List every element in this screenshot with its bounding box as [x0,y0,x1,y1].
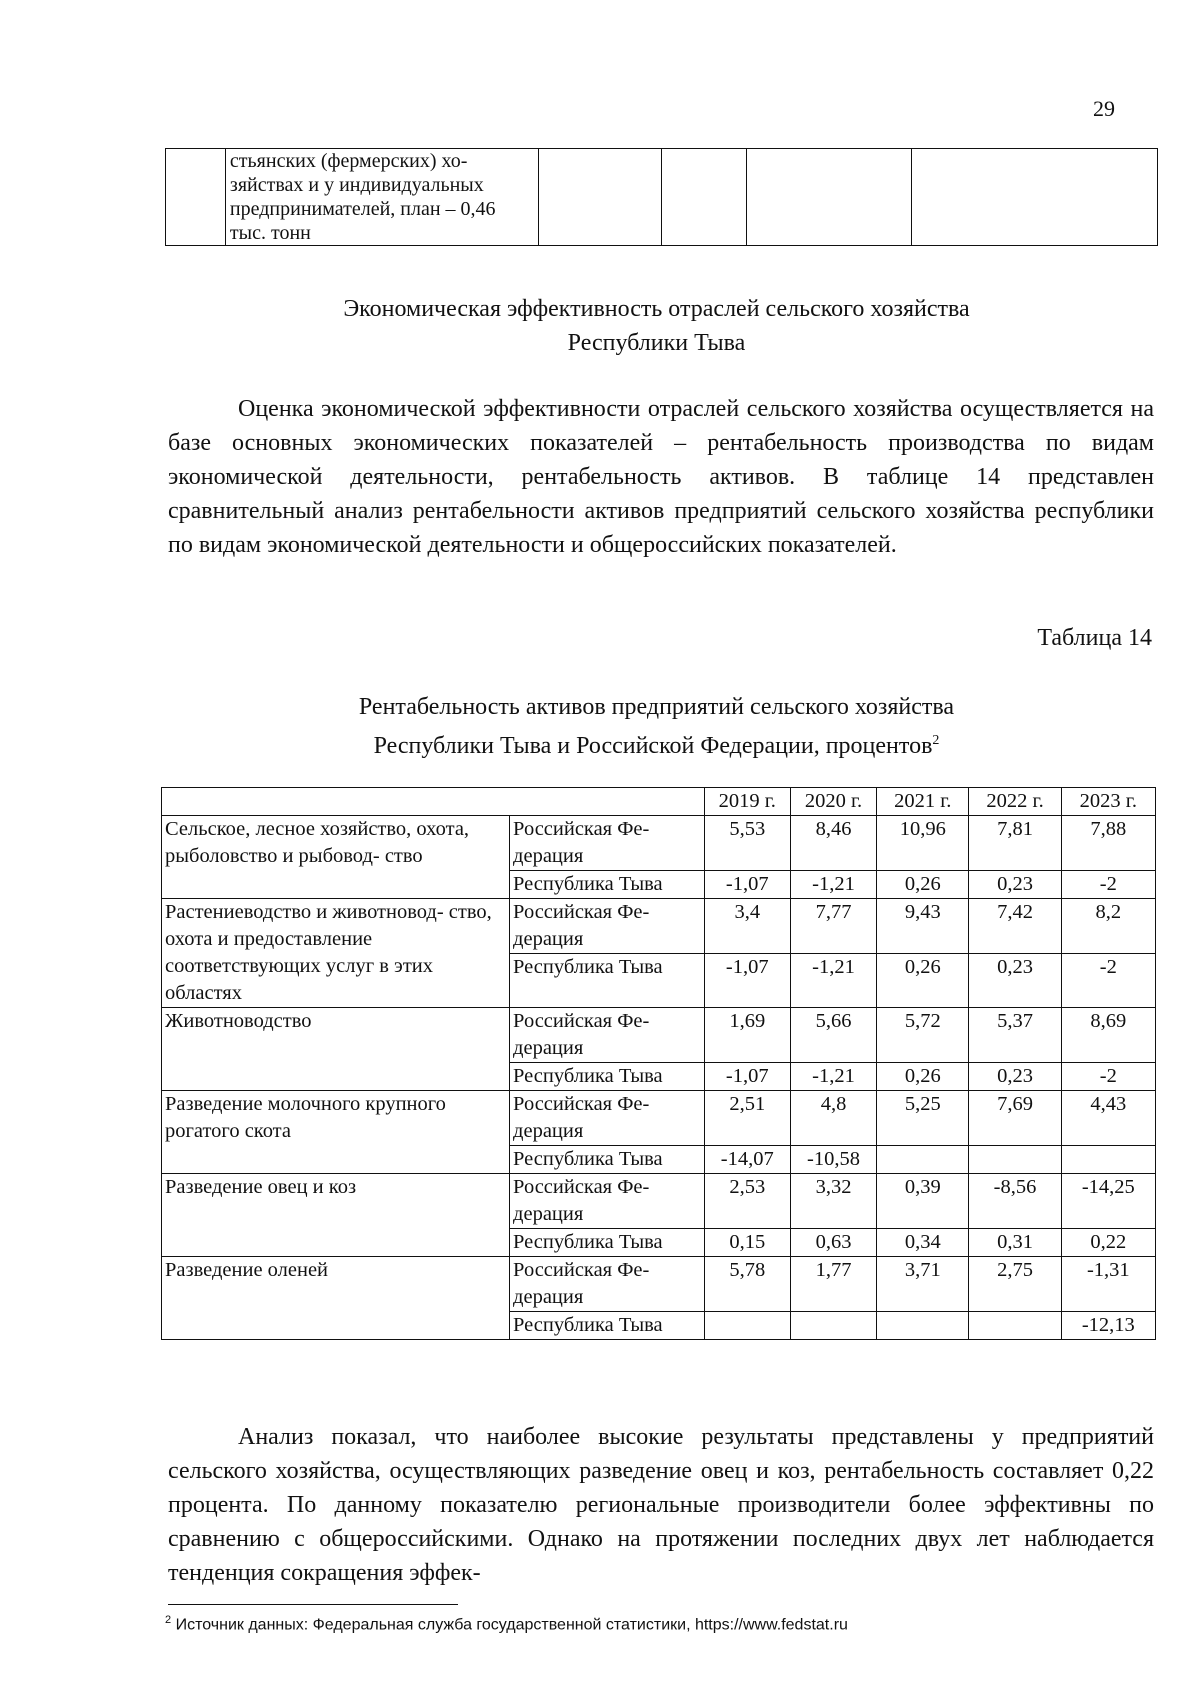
value-cell: 9,43 [877,899,969,954]
value-cell: 7,42 [969,899,1061,954]
value-cell: 8,69 [1061,1008,1155,1063]
value-cell: -2 [1061,871,1155,899]
region-label-rf: Российская Фе- дерация [510,1174,705,1229]
region-label-rt: Республика Тыва [510,1229,705,1257]
value-cell: 2,51 [704,1091,790,1146]
heading-line: Экономическая эффективность отраслей сельского хозяйства [343,296,970,322]
header-row [162,788,1156,816]
table-cell [661,149,747,246]
value-cell: -2 [1061,1063,1155,1091]
value-cell: 3,4 [704,899,790,954]
value-cell: -14,07 [704,1146,790,1174]
value-cell: 3,32 [790,1174,876,1229]
table-title-line [160,724,1153,763]
table-row [162,1008,1156,1063]
value-cell [790,1312,876,1340]
table-row [166,149,1158,246]
cell-line: тыс. тонн [229,222,311,244]
page-number: 29 [1093,96,1115,121]
value-cell: 0,31 [969,1229,1061,1257]
value-cell: -1,07 [704,1063,790,1091]
year-header: 2022 г. [969,788,1061,816]
value-cell: 0,22 [1061,1229,1155,1257]
activity-name: Животноводство [162,1008,510,1091]
cell-line: предпринимателей, план – 0,46 [229,198,496,220]
table-cell [225,149,538,246]
year-header: 2023 г. [1061,788,1155,816]
cell-line: зяйствах и у индивидуальных [229,174,484,196]
year-header: 2019 г. [704,788,790,816]
value-cell: 2,53 [704,1174,790,1229]
value-cell [877,1312,969,1340]
table-row [162,1091,1156,1146]
value-cell: 4,43 [1061,1091,1155,1146]
value-cell: -12,13 [1061,1312,1155,1340]
value-cell: 0,15 [704,1229,790,1257]
value-cell: 1,69 [704,1008,790,1063]
region-label-rf: Российская Фе- дерация [510,1091,705,1146]
value-cell: 5,66 [790,1008,876,1063]
value-cell: 5,53 [704,816,790,871]
value-cell: 0,63 [790,1229,876,1257]
value-cell: 0,26 [877,871,969,899]
region-label-rt: Республика Тыва [510,871,705,899]
continued-table [165,148,1158,246]
value-cell: 10,96 [877,816,969,871]
footnote-mark: 2 [165,1614,172,1626]
footnote-mark: 2 [932,733,940,748]
table-title-text: Республики Тыва и Российской Федерации, процентов [373,733,933,759]
activity-name: Разведение оленей [162,1257,510,1340]
value-cell: 7,69 [969,1091,1061,1146]
value-cell [969,1146,1061,1174]
table-title [160,690,1153,763]
header-empty-cell [162,788,705,816]
value-cell: 3,71 [877,1257,969,1312]
year-header: 2021 г. [877,788,969,816]
table-row [162,816,1156,871]
value-cell: 0,39 [877,1174,969,1229]
profitability-table [161,787,1156,1340]
value-cell: 5,78 [704,1257,790,1312]
table-cell [747,149,912,246]
region-label-rt: Республика Тыва [510,1312,705,1340]
table-title-line: Рентабельность активов предприятий сельского хозяйства [358,694,955,720]
value-cell: 4,8 [790,1091,876,1146]
footnote-divider [168,1604,458,1605]
value-cell: 1,77 [790,1257,876,1312]
table-label: Таблица 14 [1037,625,1152,651]
activity-name: Разведение молочного крупного рогатого скота [162,1091,510,1174]
value-cell: 0,34 [877,1229,969,1257]
value-cell: 5,37 [969,1008,1061,1063]
value-cell: 5,25 [877,1091,969,1146]
year-header: 2020 г. [790,788,876,816]
value-cell: 0,23 [969,954,1061,1008]
value-cell: -1,21 [790,871,876,899]
paragraph: Оценка экономической эффективности отраслей сельского хозяйства осуществляется на базе основных экономических показателей – рентабельность производства по видам экономической деятельности, рентабельность активов. В таблице 14 представлен сравнительный анализ рентабельности активов предприятий сельского хозяйства республики по видам экономической деятельности и общероссийских показателей. [168,396,1154,558]
value-cell: -1,07 [704,954,790,1008]
value-cell: 8,2 [1061,899,1155,954]
activity-name: Растениеводство и животновод- ство, охота и предоставление соответствующих услуг в этих областях [162,899,510,1008]
region-label-rt: Республика Тыва [510,1146,705,1174]
footnote-text: Источник данных: Федеральная служба государственной статистики, https://www.fedstat.ru [175,1616,848,1634]
heading-line: Республики Тыва [567,330,746,356]
value-cell [969,1312,1061,1340]
value-cell: 0,26 [877,954,969,1008]
value-cell: 2,75 [969,1257,1061,1312]
table-row [162,899,1156,954]
region-label-rf: Российская Фе- дерация [510,816,705,871]
value-cell [877,1146,969,1174]
value-cell: 0,23 [969,871,1061,899]
value-cell [1061,1146,1155,1174]
table-cell [166,149,226,246]
activity-name: Разведение овец и коз [162,1174,510,1257]
value-cell: 7,81 [969,816,1061,871]
value-cell: -8,56 [969,1174,1061,1229]
value-cell: -14,25 [1061,1174,1155,1229]
table-cell [538,149,661,246]
value-cell: 0,23 [969,1063,1061,1091]
value-cell: -1,21 [790,954,876,1008]
value-cell: 7,88 [1061,816,1155,871]
table-cell [912,149,1158,246]
table-row [162,1257,1156,1312]
footnote [165,1614,848,1634]
value-cell: 0,26 [877,1063,969,1091]
region-label-rt: Республика Тыва [510,954,705,1008]
value-cell: 8,46 [790,816,876,871]
value-cell: 5,72 [877,1008,969,1063]
value-cell: 7,77 [790,899,876,954]
value-cell: -10,58 [790,1146,876,1174]
value-cell: -1,21 [790,1063,876,1091]
table-row [162,1174,1156,1229]
value-cell: -1,07 [704,871,790,899]
region-label-rf: Российская Фе- дерация [510,1008,705,1063]
region-label-rt: Республика Тыва [510,1063,705,1091]
paragraph: Анализ показал, что наиболее высокие результаты представлены у предприятий сельского хозяйства, осуществляющих разведение овец и коз, рентабельность составляет 0,22 процента. По данному показателю региональные производители более эффективны по сравнению с общероссийскими. Однако на протяжении последних двух лет наблюдается тенденция сокращения эффек- [168,1424,1154,1586]
region-label-rf: Российская Фе- дерация [510,1257,705,1312]
value-cell [704,1312,790,1340]
cell-line: стьянских (фермерских) хо- [229,150,468,172]
region-label-rf: Российская Фе- дерация [510,899,705,954]
activity-name: Сельское, лесное хозяйство, охота, рыболовство и рыбовод- ство [162,816,510,899]
value-cell: -1,31 [1061,1257,1155,1312]
section-heading [160,292,1153,360]
value-cell: -2 [1061,954,1155,1008]
